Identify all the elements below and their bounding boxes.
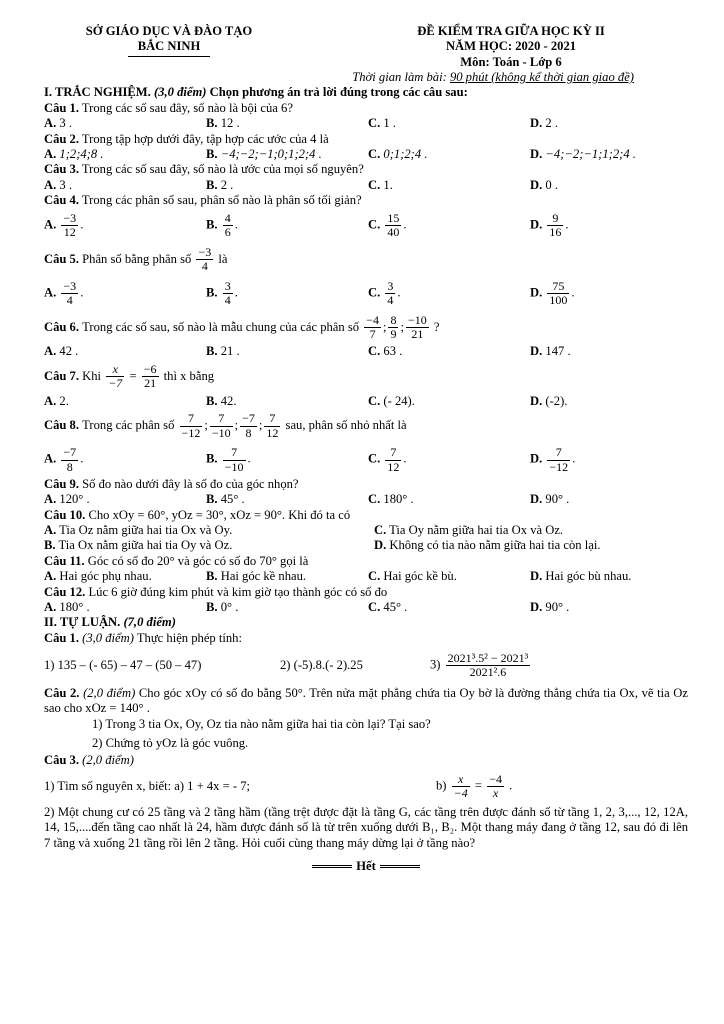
question-1: Câu 1. Trong các số sau đây, số nào là bội của 6? bbox=[44, 100, 293, 115]
essay-1-item-1: 1) 135 – (- 65) – 47 – (50 – 47) bbox=[44, 658, 202, 673]
question-11-options: A. Hai góc phụ nhau. B. Hai góc kề nhau. C. Hai góc kề bù. D. Hai góc bù nhau. bbox=[44, 569, 632, 584]
province-name: BẮC NINH bbox=[128, 39, 211, 56]
department-name: SỞ GIÁO DỤC VÀ ĐÀO TẠO bbox=[85, 24, 253, 38]
question-11: Câu 11. Góc có số đo 20° và góc có số đo 70° gọi là bbox=[44, 553, 309, 568]
question-8: Câu 8. Trong các phân số $\frac{7}{-12}$ ; $\frac{7}{-10}$ ; $\frac{-7}{8}$ ; $\frac{7}{12}$ sau, phân số nhỏ nhất là bbox=[44, 411, 407, 440]
part1-heading: I. TRẮC NGHIỆM. (3,0 điểm) Chọn phương án trả lời đúng trong các câu sau: bbox=[44, 85, 468, 100]
exam-title-block bbox=[356, 24, 666, 70]
school-year: NĂM HỌC: 2020 - 2021 bbox=[445, 39, 577, 54]
question-10: Câu 10. Cho xOy = 60°, yOz = 30°, xOz = 90°. Khi đó ta có bbox=[44, 507, 351, 522]
question-12-options: A. 180° . B. 0° . C. 45° . D. 90° . bbox=[44, 599, 570, 614]
essay-1-item-3: 3) $\frac{\text{2021³.5² − 2021³}}{\text{2021².6}}$ bbox=[430, 651, 529, 680]
question-6-options: A. 42 . B. 21 . C. 63 . D. 147 . bbox=[44, 344, 571, 359]
essay-3-sub-2: 2) Một chung cư có 25 tầng và 2 tầng hầm (tầng trệt được đặt là tầng G, các tầng trên được đánh số từ tầng 1, 2, 3,..., 12, 12A, 14, 15,....đến tầng cao nhất là 24, hầm được đánh số là từ trên xuống dưới B₁, B₂. Một thang máy đang ở tầng 12, sau đó đi lên 7 tầng và xuống 21 tầng rồi lên 2 tầng. Hỏi cuối cùng thang máy dừng lại ở tầng nào? bbox=[44, 804, 688, 850]
essay-1-item-2: 2) (-5).8.(- 2).25 bbox=[280, 658, 363, 673]
question-2: Câu 2. Trong tập hợp dưới đây, tập hợp các ước của 4 là bbox=[44, 131, 329, 146]
question-2-options: A. 1;2;4;8 . B. −4;−2;−1;0;1;2;4 . C. 0;1;2;4 . D. −4;−2;−1;1;2;4 . bbox=[44, 146, 636, 161]
essay-question-3: Câu 3. (2,0 điểm) bbox=[44, 753, 134, 768]
question-6: Câu 6. Trong các số sau, số nào là mẫu chung của các phân số $\frac{-4}{7}$ ; $\frac{8}{9}$ ; $\frac{-10}{21}$ ? bbox=[44, 312, 440, 341]
question-4: Câu 4. Trong các phân số sau, phân số nào là phân số tối giản? bbox=[44, 192, 362, 207]
question-9-options: A. 120° . B. 45° . C. 180° . D. 90° . bbox=[44, 492, 570, 507]
question-7: Câu 7. Khi $\frac{x}{-7}$ = $\frac{-6}{21}$ thì x bằng bbox=[44, 361, 215, 391]
question-10-options-ac: A. Tia Oz nằm giữa hai tia Ox và Oy. C. Tia Oy nằm giữa hai tia Ox và Oz. bbox=[44, 523, 564, 538]
end-marker: Hết bbox=[44, 859, 688, 874]
essay-3-sub-1: 1) Tìm số nguyên x, biết: a) 1 + 4x = - 7; b) $\frac{x}{-4}$ = $\frac{-4}{x}$ . bbox=[44, 772, 513, 801]
question-1-options: A. 3 . B. 12 . C. 1 . D. 2 . bbox=[44, 116, 558, 131]
exam-header bbox=[44, 24, 688, 70]
essay-2-sub-2: 2) Chứng tỏ yOz là góc vuông. bbox=[92, 736, 249, 751]
question-7-options: A. 2. B. 42. C. (- 24). D. (-2). bbox=[44, 393, 568, 408]
question-9: Câu 9. Số đo nào dưới đây là số đo của góc nhọn? bbox=[44, 477, 299, 492]
question-3-options: A. 3 . B. 2 . C. 1. D. 0 . bbox=[44, 177, 558, 192]
question-8-options: A. $\frac{-7}{8}$ . B. $\frac{7}{-10}$ . C. $\frac{7}{12}$ . D. $\frac{7}{-12}$ . bbox=[44, 445, 576, 474]
question-5-options: A. $\frac{-3}{4}$ . B. $\frac{3}{4}$ . C. $\frac{3}{4}$ . D. $\frac{75}{100}$ . bbox=[44, 278, 575, 307]
question-3: Câu 3. Trong các số sau đây, số nào là ước của mọi số nguyên? bbox=[44, 162, 364, 177]
question-10-options-bd: B. Tia Ox nằm giữa hai tia Oy và Oz. D. Không có tia nào nằm giữa hai tia còn lại. bbox=[44, 538, 601, 553]
essay-2-sub-1: 1) Trong 3 tia Ox, Oy, Oz tia nào nằm giữa hai tia còn lại? Tại sao? bbox=[92, 716, 431, 731]
essay-question-1: Câu 1. (3,0 điểm) Thực hiện phép tính: bbox=[44, 630, 242, 645]
exam-title: ĐỀ KIỂM TRA GIỮA HỌC KỲ II bbox=[417, 24, 605, 38]
essay-question-2: Câu 2. (2,0 điểm) Cho góc xOy có số đo bằng 50°. Trên nửa mặt phẳng chứa tia Oy bờ là đường thẳng chứa tia Ox, vẽ tia Oz sao cho xOz = 140° . bbox=[44, 685, 688, 716]
question-5: Câu 5. Phân số bằng phân số $\frac{-3}{4}$ là bbox=[44, 244, 228, 273]
question-4-options: A. $\frac{-3}{12}$ . B. $\frac{4}{6}$ . C. $\frac{15}{40}$ . D. $\frac{9}{16}$ . bbox=[44, 210, 569, 239]
essay-question-1-items bbox=[44, 646, 688, 686]
department-block bbox=[44, 24, 294, 70]
question-12: Câu 12. Lúc 6 giờ đúng kim phút và kim giờ tạo thành góc có số đo bbox=[44, 584, 388, 599]
time-limit: Thời gian làm bài: 90 phút (không kể thời gian giao đề) bbox=[352, 70, 634, 85]
subject: Môn: Toán - Lớp 6 bbox=[460, 54, 562, 69]
part2-heading: II. TỰ LUẬN. (7,0 điểm) bbox=[44, 615, 176, 630]
